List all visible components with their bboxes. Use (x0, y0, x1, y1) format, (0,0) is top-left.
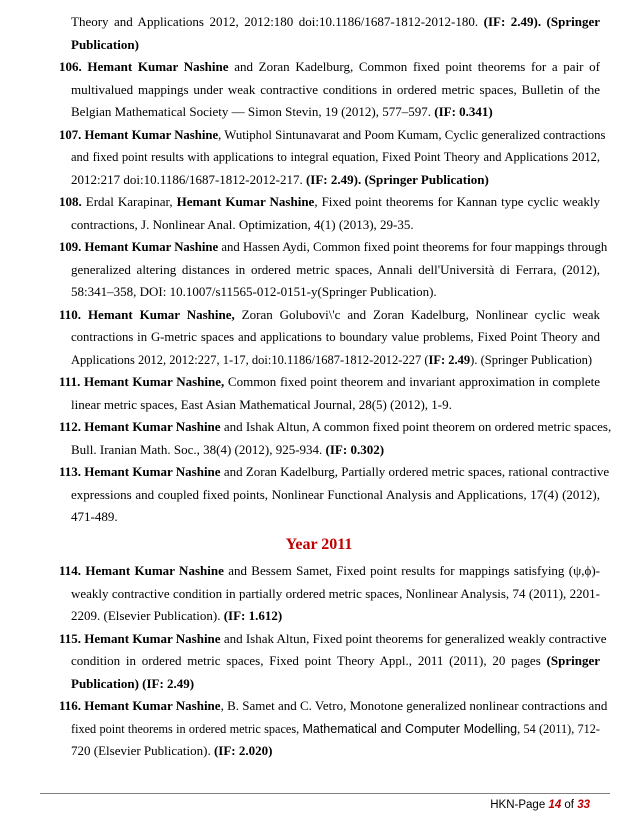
entry-line (59, 673, 600, 696)
publication-entry (59, 236, 608, 304)
entry-text: ). (Springer Publication) (470, 352, 593, 367)
bold-text: Hemant Kumar Nashine (87, 59, 229, 74)
entry-text: , Wutiphol Sintunavarat and Poom Kumam, Cyclic generalized contractions (218, 127, 606, 142)
entry-line (59, 259, 600, 282)
entry-line (59, 326, 600, 349)
publication-entry (59, 56, 600, 124)
entry-text: Applications 2012, 2012:227, 1-17, doi:10.1186/1687-1812-2012-227 ( (71, 352, 429, 367)
footer-prefix: HKN-Page (490, 799, 549, 811)
entry-number: 108. (59, 194, 86, 209)
entry-text: 2012:217 doi:10.1186/1687-1812-2012-217. (71, 171, 306, 187)
publication-entry (59, 416, 612, 461)
entry-text: fixed point theorems in ordered metric spaces, (71, 721, 303, 736)
bold-text: Hemant Kumar Nashine (85, 563, 224, 578)
entry-line (59, 718, 600, 741)
bold-text: Hemant Kumar Nashine (176, 194, 315, 209)
entry-text: , Fixed point theorems for Kannan type cyclic weakly (314, 194, 601, 209)
entry-text: and Bessem Samet, Fixed point results for mappings satisfying (ψ,ϕ)- (223, 563, 600, 578)
entry-text: weakly contractive condition in partially ordered metric spaces, Nonlinear Analysis, 74 (2011), 2201- (71, 585, 600, 601)
entry-line (59, 461, 610, 484)
bold-text: (IF: 0.302) (325, 441, 385, 457)
entry-text: condition in ordered metric spaces, Fixed point Theory Appl., 2011 (2011), 20 pages (71, 653, 547, 668)
entry-text: Common fixed point theorem and invariant approximation in complete (224, 374, 600, 389)
entry-line (59, 124, 606, 147)
bold-text: Hemant Kumar Nashine (84, 630, 221, 646)
entry-text: Belgian Mathematical Society — Simon Stevin, 19 (2012), 577–597. (71, 104, 435, 119)
entry-text: and Ishak Altun, Fixed point theorems for generalized weakly contractive (220, 630, 607, 646)
footer-divider (40, 793, 610, 794)
entry-line (59, 79, 600, 102)
footer-page-number: 14 (548, 799, 562, 811)
entry-text: expressions and coupled fixed points, Nonlinear Functional Analysis and Applications, 17(4) (2012), (71, 486, 600, 502)
entry-text: multivalued mappings under weak contractive conditions in ordered metric spaces, Bulletin of the (71, 81, 600, 97)
entry-text: linear metric spaces, East Asian Mathematical Journal, 28(5) (2012), 1-9. (71, 396, 452, 412)
entry-number: 116. (59, 698, 85, 713)
entry-text: generalized altering distances in ordered metric spaces, Annali dell'Università di Ferrara, (2012), (71, 261, 600, 277)
entry-line (59, 484, 600, 507)
entry-text: , 54 (2011), 712- (517, 721, 600, 736)
publication-entry (59, 461, 610, 529)
entry-line (59, 394, 600, 417)
entry-text: Zoran Golubovi\'c and Zoran Kadelburg, Nonlinear cyclic weak (234, 306, 600, 322)
entry-number: 113. (59, 464, 85, 479)
bold-text: Hemant Kumar Nashine (84, 419, 221, 434)
bold-text: Publication) (71, 36, 139, 52)
entry-number: 106. (59, 59, 88, 74)
entry-text: 471-489. (71, 509, 118, 524)
entry-line (59, 101, 600, 124)
entry-line (59, 214, 600, 237)
footer-total-pages: 33 (577, 799, 590, 811)
entry-line (59, 34, 600, 57)
entry-line (59, 349, 600, 372)
publication-entry (59, 371, 600, 416)
publication-entry (59, 628, 607, 696)
entry-line (59, 506, 600, 529)
publication-entry (59, 695, 608, 763)
entry-text: , B. Samet and C. Vetro, Monotone generalized nonlinear contractions and (220, 698, 608, 713)
bold-text: (IF: 2.49). (Springer Publication) (305, 171, 489, 187)
entry-line (59, 371, 600, 394)
bold-text: (Springer (546, 653, 600, 668)
entry-line (59, 583, 600, 606)
entry-line (59, 560, 600, 583)
entry-number: 107. (59, 127, 85, 142)
entry-line (59, 11, 600, 34)
publication-entry (59, 304, 600, 372)
bold-text: Hemant Kumar Nashine (84, 698, 221, 713)
entry-text: contractions, J. Nonlinear Anal. Optimization, 4(1) (2013), 29-35. (71, 216, 414, 232)
entry-line (59, 628, 607, 651)
entry-line (59, 605, 600, 628)
entry-line (59, 740, 600, 763)
entry-number: 114. (59, 563, 86, 578)
bold-text: (IF: 1.612) (223, 608, 283, 623)
entry-text: Mathematical and Computer Modelling (302, 721, 518, 736)
entry-line (59, 416, 612, 439)
entry-text: and Zoran Kadelburg, Common fixed point theorems for a pair of (228, 59, 601, 74)
entry-number: 110. (59, 306, 88, 322)
page-footer (490, 799, 590, 811)
bold-text: Hemant Kumar Nashine (84, 240, 219, 254)
entry-number: 115. (59, 630, 85, 646)
entry-number: 111. (59, 374, 84, 389)
entry-line (59, 236, 608, 259)
publication-entry (59, 191, 600, 236)
publication-entry (59, 560, 600, 628)
entry-line (59, 146, 600, 169)
entry-text: and Zoran Kadelburg, Partially ordered metric spaces, rational contractive (220, 464, 610, 479)
year-heading: Year 2011 (285, 536, 353, 553)
entry-text: 720 (Elsevier Publication). (71, 743, 214, 758)
entry-line (59, 281, 600, 304)
entry-text: 2209. (Elsevier Publication). (71, 608, 224, 623)
entry-text: Theory and Applications 2012, 2012:180 doi:10.1186/1687-1812-2012-180. (71, 14, 484, 29)
entry-line (59, 650, 600, 673)
bold-text: Hemant Kumar Nashine, (87, 306, 235, 322)
entry-text: contractions in G-metric spaces and applications to boundary value problems, Fixed Point Theory and (71, 330, 600, 344)
entry-number: 109. (59, 240, 85, 254)
bold-text: Hemant Kumar Nashine (84, 464, 221, 479)
bold-text: Hemant Kumar Nashine, (83, 374, 225, 389)
bold-text: (IF: 0.341) (434, 104, 493, 119)
entry-text: Bull. Iranian Math. Soc., 38(4) (2012), 925-934. (71, 441, 326, 457)
entry-line (59, 304, 600, 327)
entry-number: 112. (59, 419, 85, 434)
entry-line (59, 56, 600, 79)
entry-text: and Ishak Altun, A common fixed point theorem on ordered metric spaces, (220, 419, 612, 434)
entry-text: 58:341–358, DOI: 10.1007/s11565-012-0151-y(Springer Publication). (71, 284, 437, 299)
entry-line (59, 439, 600, 462)
entry-line (59, 695, 608, 718)
entry-line (59, 169, 600, 192)
bold-text: (IF: 2.49). (Springer (483, 14, 600, 29)
bold-text: (IF: 2.020) (213, 743, 273, 758)
entry-line (59, 191, 600, 214)
footer-of: of (561, 799, 578, 811)
publication-entry (59, 11, 600, 56)
bold-text: IF: 2.49 (428, 352, 471, 367)
entry-text: Erdal Karapinar, (85, 194, 177, 209)
bold-text: Hemant Kumar Nashine (84, 127, 219, 142)
entry-text: and Hassen Aydi, Common fixed point theorems for four mappings through (218, 240, 608, 254)
publication-entry (59, 124, 606, 192)
bold-text: Publication) (IF: 2.49) (71, 675, 195, 691)
entry-text: and fixed point results with applications to integral equation, Fixed Point Theory and Applications 2012, (71, 150, 600, 164)
